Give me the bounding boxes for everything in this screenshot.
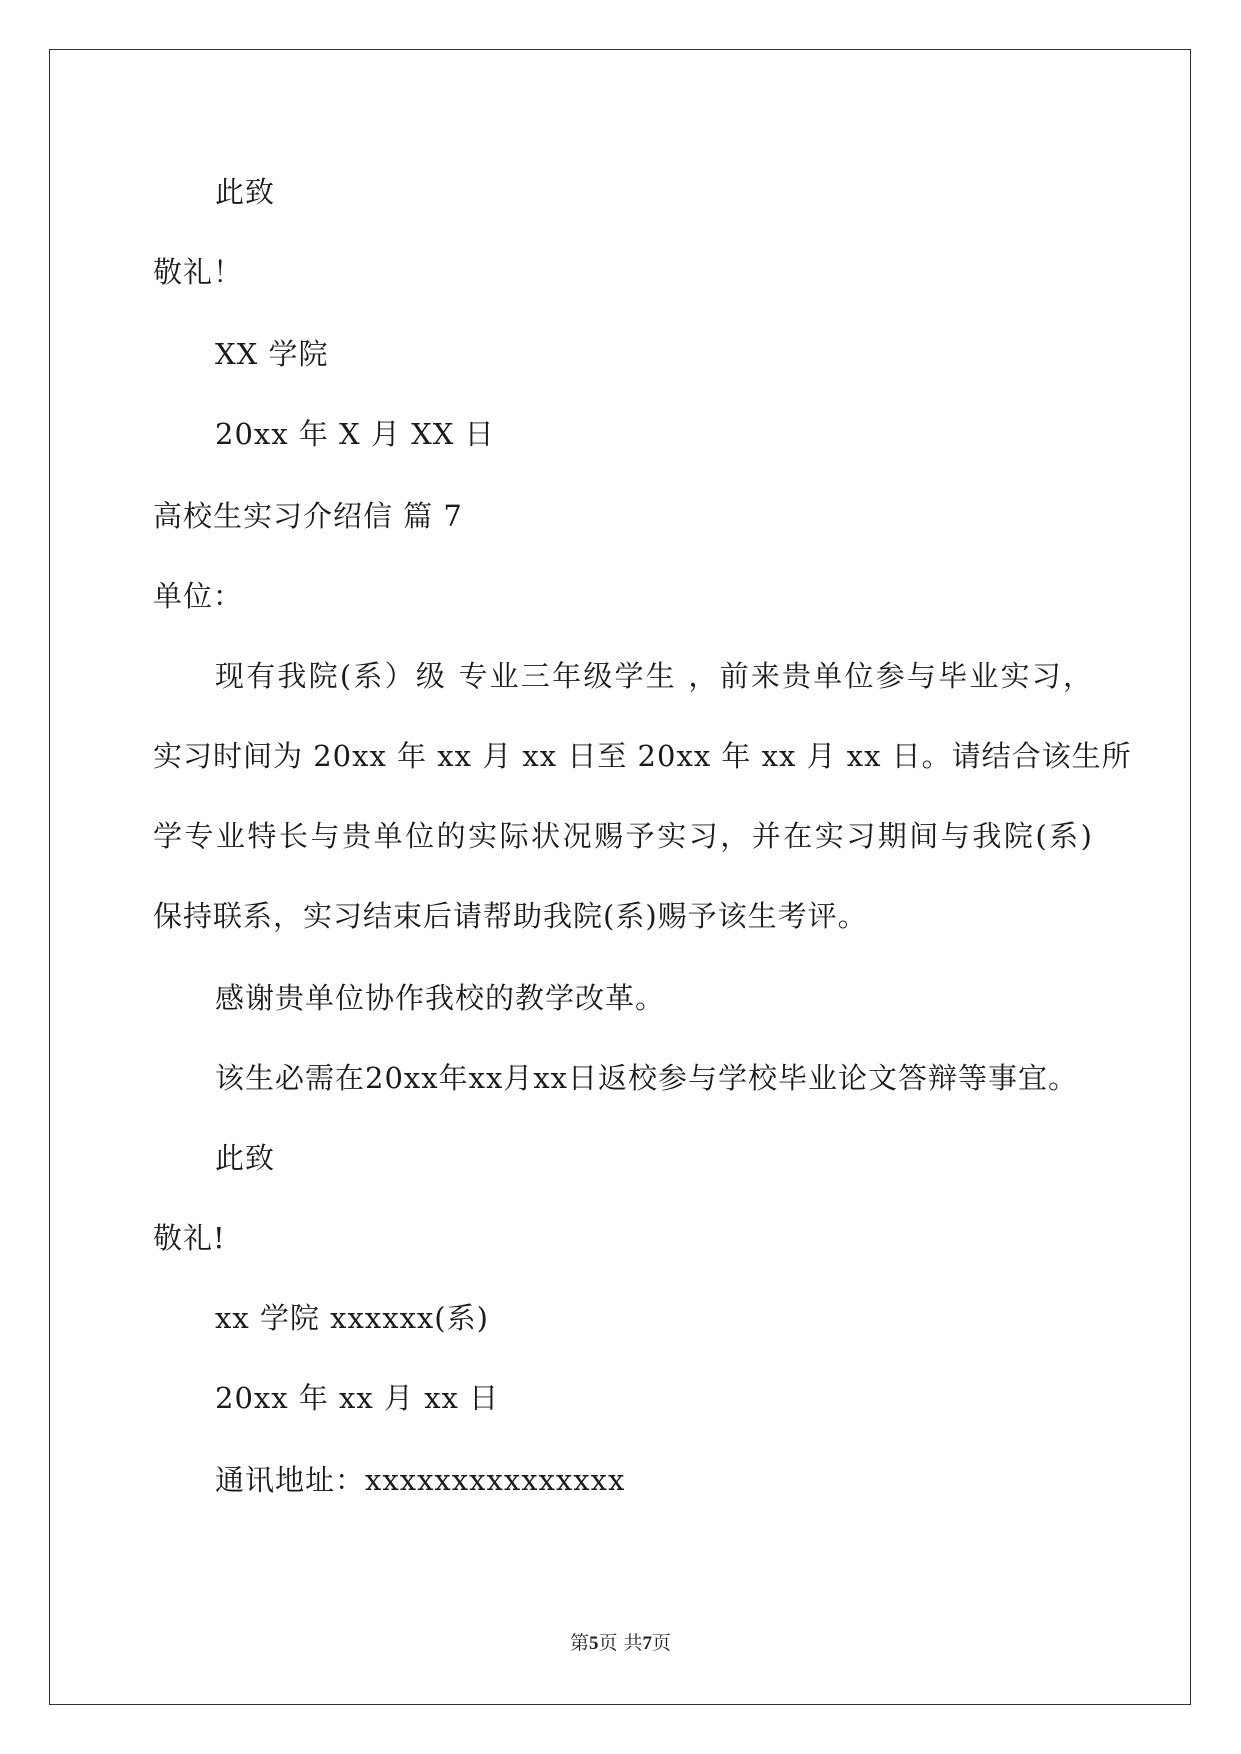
paragraph-line-2: 实习时间为 20xx 年 xx 月 xx 日至 20xx 年 xx 月 xx 日。请结合该生所: [153, 739, 1132, 773]
org-signature-2: xx 学院 xxxxxx(系): [215, 1301, 489, 1335]
date-line: 20xx 年 X 月 XX 日: [215, 417, 495, 451]
salutation-text: 此致: [215, 175, 276, 209]
total-page-number: 7: [642, 1633, 653, 1654]
note-line: 该生必需在20xx年xx月xx日返校参与学校毕业论文答辩等事宜。: [215, 1061, 1079, 1095]
paragraph-line-1: 现有我院(系）级 专业三年级学生 ，前来贵单位参与毕业实习，: [215, 659, 1093, 693]
regards-text-2: 敬礼!: [153, 1221, 226, 1255]
paragraph-line-3: 学专业特长与贵单位的实际状况赐予实习，并在实习期间与我院(系): [153, 819, 1093, 853]
salutation-text-2: 此致: [215, 1141, 276, 1175]
recipient-line: 单位：: [153, 579, 244, 613]
current-page-number: 5: [588, 1633, 599, 1654]
section-title: 高校生实习介绍信 篇 7: [153, 499, 463, 533]
org-signature: XX 学院: [215, 337, 329, 371]
footer-mid: 页 共: [598, 1632, 643, 1654]
regards-text: 敬礼！: [153, 255, 244, 289]
paragraph-line-4: 保持联系，实习结束后请帮助我院(系)赐予该生考评。: [153, 899, 868, 933]
date-line-2: 20xx 年 xx 月 xx 日: [215, 1381, 500, 1415]
footer-suffix: 页: [652, 1632, 672, 1654]
page-frame: [49, 49, 1191, 1705]
footer-prefix: 第: [569, 1632, 589, 1654]
thanks-line: 感谢贵单位协作我校的教学改革。: [215, 981, 666, 1015]
address-line: 通讯地址：xxxxxxxxxxxxxxx: [215, 1463, 626, 1497]
page-footer: [0, 1628, 1241, 1655]
